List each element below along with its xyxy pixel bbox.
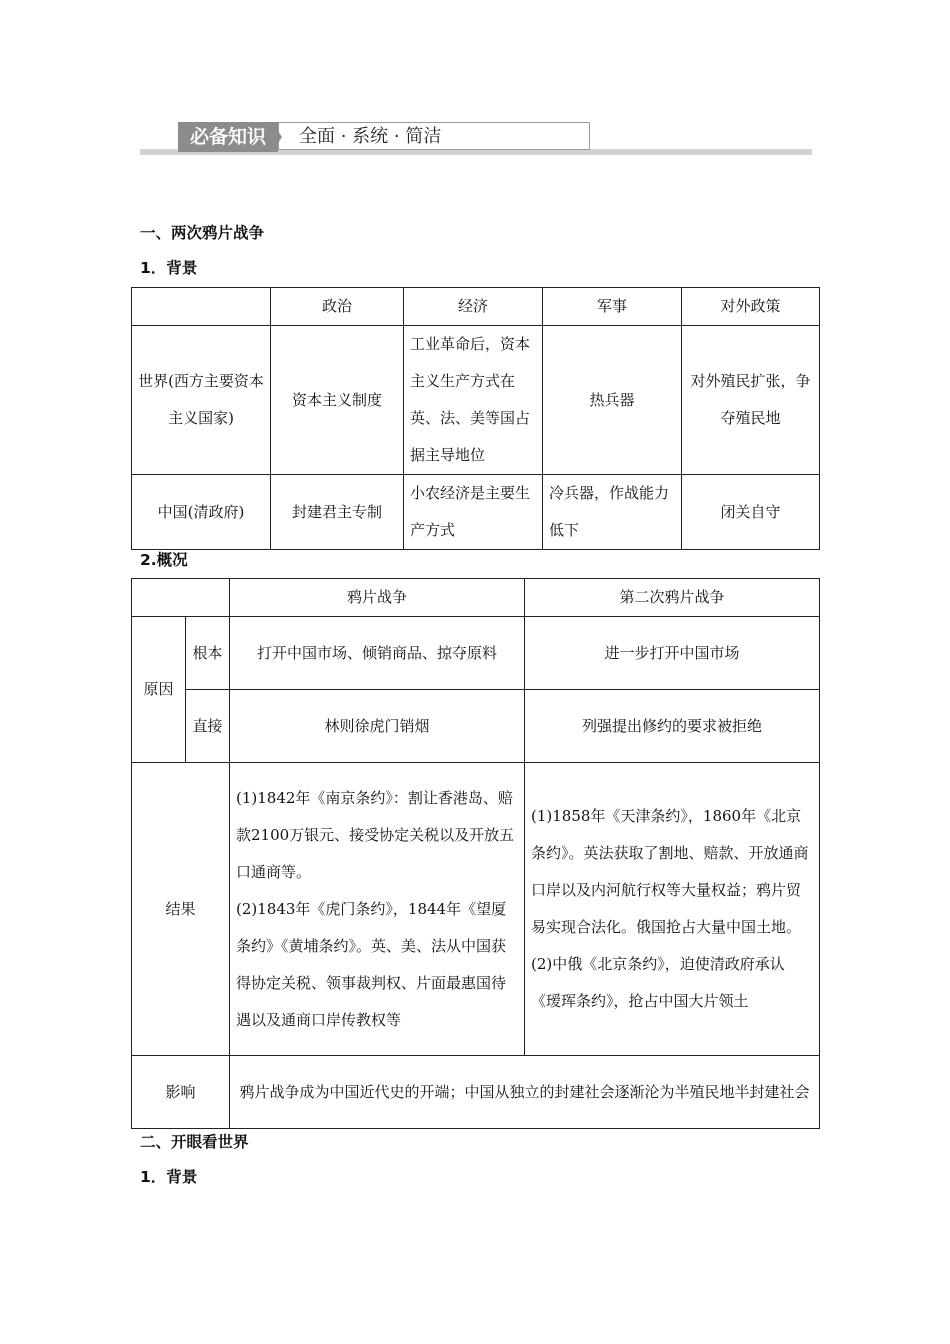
banner-chevron [272, 122, 282, 152]
table-row [132, 617, 820, 690]
table-cell: 对外殖民扩张，争夺殖民地 [682, 326, 820, 475]
table-cell: 资本主义制度 [271, 326, 404, 475]
section-banner [140, 122, 812, 156]
reason-label: 原因 [132, 617, 186, 763]
table-row [132, 326, 820, 475]
banner-title: 必备知识 [178, 122, 278, 152]
result-paragraph: (2)中俄《北京条约》，迫使清政府承认《瑷珲条约》，抢占中国大片领土 [531, 955, 785, 1010]
table-cell: 封建君主专制 [271, 475, 404, 550]
banner-subtitle: 全面 · 系统 · 简洁 [278, 122, 590, 150]
impact-text: 鸦片战争成为中国近代史的开端；中国从独立的封建社会逐渐沦为半殖民地半封建社会 [230, 1056, 820, 1129]
table-cell: 热兵器 [543, 326, 682, 475]
table-cell: 林则徐虎门销烟 [230, 690, 525, 763]
result-paragraph: (1)1842年《南京条约》：割让香港岛、赔款2100万银元、接受协定关税以及开放五口通商等。 [236, 788, 515, 881]
table-header-row [132, 579, 820, 617]
background2-title: 1．背景 [140, 1168, 198, 1186]
result-paragraph: (1)1858年《天津条约》，1860年《北京条约》。英法获取了割地、赔款、开放通商口岸以及内河航行权等大量权益；鸦片贸易实现合法化。俄国抢占大量中国土地。 [531, 807, 809, 936]
impact-label: 影响 [132, 1056, 230, 1129]
header-cell: 鸦片战争 [230, 579, 525, 617]
background-table [131, 287, 820, 550]
overview-table [131, 578, 820, 1129]
result-paragraph: (2)1843年《虎门条约》，1844年《望厦条约》《黄埔条约》。英、美、法从中国获得协定关税、领事裁判权、片面最惠国待遇以及通商口岸传教权等 [236, 899, 507, 1029]
header-cell-empty [132, 579, 230, 617]
result-cell-2 [525, 763, 820, 1056]
table-cell: 工业革命后，资本主义生产方式在英、法、美等国占据主导地位 [404, 326, 543, 475]
header-cell: 政治 [271, 288, 404, 326]
table-cell: 列强提出修约的要求被拒绝 [525, 690, 820, 763]
table-header-row [132, 288, 820, 326]
direct-label: 直接 [186, 690, 230, 763]
header-cell-empty [132, 288, 271, 326]
header-cell: 第二次鸦片战争 [525, 579, 820, 617]
table-cell: 冷兵器，作战能力低下 [543, 475, 682, 550]
table-cell: 小农经济是主要生产方式 [404, 475, 543, 550]
header-cell: 对外政策 [682, 288, 820, 326]
table-row [132, 1056, 820, 1129]
overview-title: 2.概况 [140, 551, 188, 569]
row-label: 中国(清政府) [132, 475, 271, 550]
table-row [132, 475, 820, 550]
table-row [132, 763, 820, 1056]
section2-title: 二、开眼看世界 [140, 1133, 249, 1151]
root-label: 根本 [186, 617, 230, 690]
result-cell-1 [230, 763, 525, 1056]
header-cell: 经济 [404, 288, 543, 326]
section1-title: 一、两次鸦片战争 [140, 224, 265, 242]
table-cell: 打开中国市场、倾销商品、掠夺原料 [230, 617, 525, 690]
table-row [132, 690, 820, 763]
row-label: 世界(西方主要资本主义国家) [132, 326, 271, 475]
table-cell: 进一步打开中国市场 [525, 617, 820, 690]
background-title: 1．背景 [140, 259, 198, 277]
result-label: 结果 [132, 763, 230, 1056]
table-cell: 闭关自守 [682, 475, 820, 550]
header-cell: 军事 [543, 288, 682, 326]
